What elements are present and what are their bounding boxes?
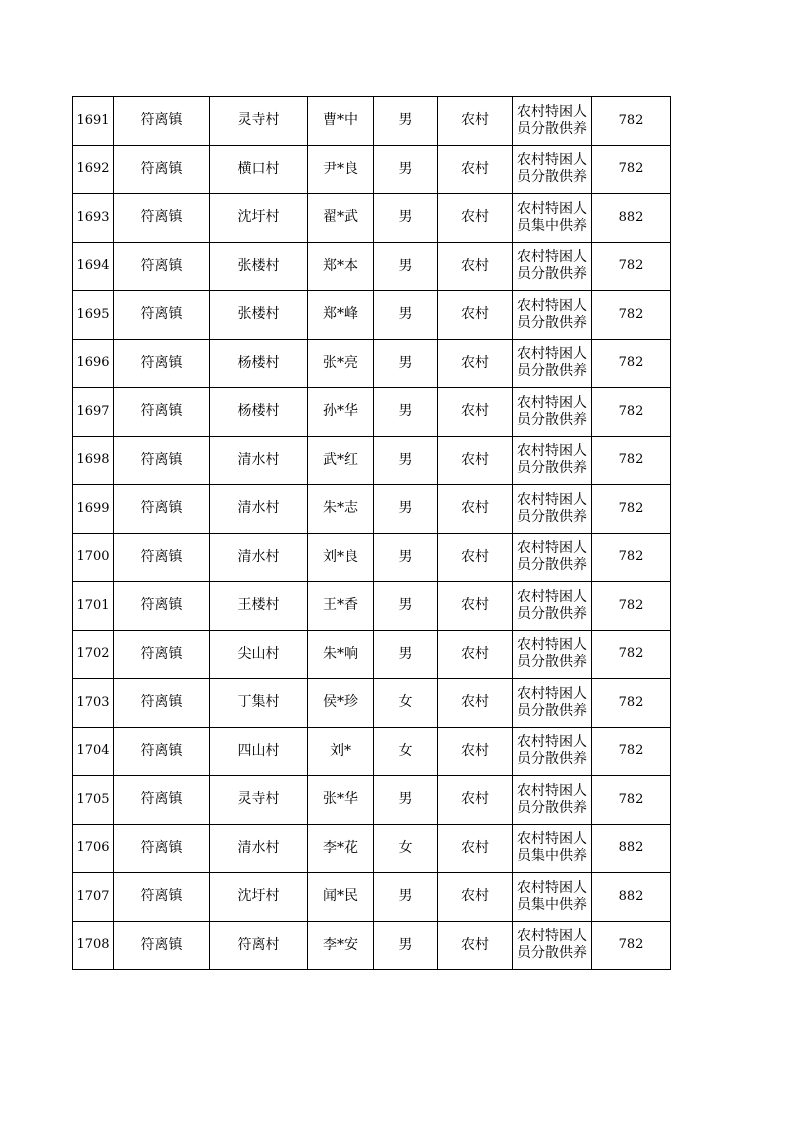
support-category-cell	[513, 388, 592, 437]
amount-cell: 782	[592, 145, 671, 194]
amount-cell: 782	[592, 776, 671, 825]
amount-cell: 782	[592, 679, 671, 728]
village-cell: 杨楼村	[210, 339, 308, 388]
amount-cell: 782	[592, 339, 671, 388]
area-type-cell: 农村	[438, 921, 513, 970]
person-name-cell: 尹*良	[308, 145, 374, 194]
person-name-cell: 孙*华	[308, 388, 374, 437]
person-name-cell: 李*安	[308, 921, 374, 970]
person-name-cell: 刘*良	[308, 533, 374, 582]
village-cell: 沈圩村	[210, 194, 308, 243]
support-category-line: 农村特困人	[517, 394, 587, 411]
person-name-cell: 李*花	[308, 824, 374, 873]
area-type-cell: 农村	[438, 388, 513, 437]
amount-cell: 782	[592, 485, 671, 534]
table-row	[73, 97, 671, 146]
support-category-cell	[513, 824, 592, 873]
row-number-cell: 1692	[73, 145, 114, 194]
row-number-cell: 1698	[73, 436, 114, 485]
gender-cell: 女	[374, 727, 438, 776]
support-category-cell	[513, 921, 592, 970]
area-type-cell: 农村	[438, 582, 513, 631]
area-type-cell: 农村	[438, 533, 513, 582]
support-category-line: 员分散供养	[517, 605, 587, 622]
amount-cell: 782	[592, 388, 671, 437]
person-name-cell: 武*红	[308, 436, 374, 485]
support-category-line: 员分散供养	[517, 266, 587, 283]
town-cell: 符离镇	[114, 727, 210, 776]
support-category-line: 员分散供养	[517, 557, 587, 574]
support-category-line: 农村特困人	[517, 637, 587, 654]
village-cell: 张楼村	[210, 291, 308, 340]
support-category-cell	[513, 679, 592, 728]
support-category-cell	[513, 485, 592, 534]
person-name-cell: 闻*民	[308, 873, 374, 922]
support-category-cell	[513, 97, 592, 146]
support-category-line: 农村特困人	[517, 734, 587, 751]
row-number-cell: 1705	[73, 776, 114, 825]
area-type-cell: 农村	[438, 97, 513, 146]
village-cell: 清水村	[210, 485, 308, 534]
area-type-cell: 农村	[438, 873, 513, 922]
table-row	[73, 824, 671, 873]
table-body	[73, 97, 671, 970]
beneficiary-table	[72, 96, 671, 970]
row-number-cell: 1700	[73, 533, 114, 582]
gender-cell: 男	[374, 194, 438, 243]
support-category-line: 农村特困人	[517, 152, 587, 169]
table-row	[73, 388, 671, 437]
town-cell: 符离镇	[114, 485, 210, 534]
gender-cell: 男	[374, 145, 438, 194]
amount-cell: 782	[592, 727, 671, 776]
town-cell: 符离镇	[114, 582, 210, 631]
row-number-cell: 1707	[73, 873, 114, 922]
support-category-line: 农村特困人	[517, 831, 587, 848]
support-category-line: 员分散供养	[517, 508, 587, 525]
support-category-cell	[513, 436, 592, 485]
area-type-cell: 农村	[438, 242, 513, 291]
village-cell: 灵寺村	[210, 97, 308, 146]
town-cell: 符离镇	[114, 776, 210, 825]
support-category-line: 员分散供养	[517, 120, 587, 137]
table-row	[73, 776, 671, 825]
support-category-line: 员分散供养	[517, 799, 587, 816]
gender-cell: 男	[374, 242, 438, 291]
gender-cell: 男	[374, 873, 438, 922]
town-cell: 符离镇	[114, 873, 210, 922]
amount-cell: 782	[592, 242, 671, 291]
table-row	[73, 679, 671, 728]
gender-cell: 男	[374, 776, 438, 825]
village-cell: 丁集村	[210, 679, 308, 728]
support-category-line: 农村特困人	[517, 297, 587, 314]
village-cell: 王楼村	[210, 582, 308, 631]
support-category-line: 农村特困人	[517, 491, 587, 508]
support-category-cell	[513, 727, 592, 776]
support-category-cell	[513, 145, 592, 194]
row-number-cell: 1695	[73, 291, 114, 340]
table-row	[73, 873, 671, 922]
area-type-cell: 农村	[438, 194, 513, 243]
area-type-cell: 农村	[438, 776, 513, 825]
person-name-cell: 刘*	[308, 727, 374, 776]
support-category-line: 员分散供养	[517, 314, 587, 331]
person-name-cell: 朱*响	[308, 630, 374, 679]
village-cell: 张楼村	[210, 242, 308, 291]
gender-cell: 男	[374, 921, 438, 970]
support-category-cell	[513, 582, 592, 631]
table-row	[73, 339, 671, 388]
village-cell: 清水村	[210, 533, 308, 582]
amount-cell: 782	[592, 436, 671, 485]
support-category-line: 员分散供养	[517, 411, 587, 428]
area-type-cell: 农村	[438, 339, 513, 388]
area-type-cell: 农村	[438, 679, 513, 728]
village-cell: 清水村	[210, 824, 308, 873]
town-cell: 符离镇	[114, 242, 210, 291]
area-type-cell: 农村	[438, 291, 513, 340]
person-name-cell: 郑*峰	[308, 291, 374, 340]
support-category-cell	[513, 339, 592, 388]
amount-cell: 782	[592, 630, 671, 679]
support-category-line: 员分散供养	[517, 702, 587, 719]
area-type-cell: 农村	[438, 485, 513, 534]
gender-cell: 男	[374, 436, 438, 485]
amount-cell: 782	[592, 291, 671, 340]
gender-cell: 女	[374, 824, 438, 873]
row-number-cell: 1708	[73, 921, 114, 970]
gender-cell: 男	[374, 97, 438, 146]
town-cell: 符离镇	[114, 436, 210, 485]
gender-cell: 男	[374, 533, 438, 582]
support-category-line: 员集中供养	[517, 896, 587, 913]
table-row	[73, 242, 671, 291]
amount-cell: 882	[592, 873, 671, 922]
area-type-cell: 农村	[438, 824, 513, 873]
town-cell: 符离镇	[114, 145, 210, 194]
row-number-cell: 1701	[73, 582, 114, 631]
support-category-line: 农村特困人	[517, 443, 587, 460]
support-category-line: 农村特困人	[517, 879, 587, 896]
village-cell: 杨楼村	[210, 388, 308, 437]
village-cell: 灵寺村	[210, 776, 308, 825]
table-row	[73, 630, 671, 679]
town-cell: 符离镇	[114, 533, 210, 582]
person-name-cell: 王*香	[308, 582, 374, 631]
town-cell: 符离镇	[114, 630, 210, 679]
person-name-cell: 郑*本	[308, 242, 374, 291]
town-cell: 符离镇	[114, 679, 210, 728]
table-row	[73, 485, 671, 534]
support-category-line: 员分散供养	[517, 751, 587, 768]
row-number-cell: 1702	[73, 630, 114, 679]
support-category-line: 农村特困人	[517, 346, 587, 363]
support-category-line: 农村特困人	[517, 200, 587, 217]
amount-cell: 782	[592, 921, 671, 970]
support-category-line: 农村特困人	[517, 540, 587, 557]
support-category-line: 农村特困人	[517, 685, 587, 702]
village-cell: 沈圩村	[210, 873, 308, 922]
town-cell: 符离镇	[114, 388, 210, 437]
row-number-cell: 1706	[73, 824, 114, 873]
support-category-cell	[513, 873, 592, 922]
amount-cell: 782	[592, 533, 671, 582]
gender-cell: 男	[374, 339, 438, 388]
support-category-line: 农村特困人	[517, 782, 587, 799]
table-row	[73, 194, 671, 243]
area-type-cell: 农村	[438, 436, 513, 485]
town-cell: 符离镇	[114, 291, 210, 340]
support-category-line: 员分散供养	[517, 945, 587, 962]
support-category-line: 农村特困人	[517, 588, 587, 605]
area-type-cell: 农村	[438, 145, 513, 194]
amount-cell: 782	[592, 97, 671, 146]
village-cell: 符离村	[210, 921, 308, 970]
row-number-cell: 1697	[73, 388, 114, 437]
village-cell: 四山村	[210, 727, 308, 776]
row-number-cell: 1693	[73, 194, 114, 243]
gender-cell: 男	[374, 630, 438, 679]
town-cell: 符离镇	[114, 921, 210, 970]
support-category-cell	[513, 630, 592, 679]
amount-cell: 882	[592, 824, 671, 873]
gender-cell: 男	[374, 388, 438, 437]
row-number-cell: 1691	[73, 97, 114, 146]
table-row	[73, 727, 671, 776]
town-cell: 符离镇	[114, 97, 210, 146]
person-name-cell: 曹*中	[308, 97, 374, 146]
table-row	[73, 582, 671, 631]
person-name-cell: 侯*珍	[308, 679, 374, 728]
row-number-cell: 1703	[73, 679, 114, 728]
village-cell: 横口村	[210, 145, 308, 194]
village-cell: 清水村	[210, 436, 308, 485]
area-type-cell: 农村	[438, 727, 513, 776]
person-name-cell: 张*亮	[308, 339, 374, 388]
support-category-cell	[513, 533, 592, 582]
support-category-cell	[513, 194, 592, 243]
table-row	[73, 921, 671, 970]
person-name-cell: 张*华	[308, 776, 374, 825]
support-category-line: 农村特困人	[517, 249, 587, 266]
village-cell: 尖山村	[210, 630, 308, 679]
support-category-line: 员集中供养	[517, 848, 587, 865]
support-category-cell	[513, 776, 592, 825]
table-row	[73, 145, 671, 194]
table-row	[73, 436, 671, 485]
person-name-cell: 朱*志	[308, 485, 374, 534]
gender-cell: 女	[374, 679, 438, 728]
row-number-cell: 1696	[73, 339, 114, 388]
town-cell: 符离镇	[114, 194, 210, 243]
table-row	[73, 291, 671, 340]
support-category-line: 员分散供养	[517, 363, 587, 380]
support-category-line: 员分散供养	[517, 169, 587, 186]
support-category-line: 员分散供养	[517, 460, 587, 477]
amount-cell: 882	[592, 194, 671, 243]
support-category-cell	[513, 291, 592, 340]
support-category-line: 农村特困人	[517, 928, 587, 945]
gender-cell: 男	[374, 582, 438, 631]
support-category-line: 员集中供养	[517, 217, 587, 234]
amount-cell: 782	[592, 582, 671, 631]
gender-cell: 男	[374, 291, 438, 340]
table-row	[73, 533, 671, 582]
support-category-cell	[513, 242, 592, 291]
area-type-cell: 农村	[438, 630, 513, 679]
gender-cell: 男	[374, 485, 438, 534]
row-number-cell: 1694	[73, 242, 114, 291]
row-number-cell: 1704	[73, 727, 114, 776]
town-cell: 符离镇	[114, 339, 210, 388]
town-cell: 符离镇	[114, 824, 210, 873]
support-category-line: 员分散供养	[517, 654, 587, 671]
person-name-cell: 翟*武	[308, 194, 374, 243]
row-number-cell: 1699	[73, 485, 114, 534]
support-category-line: 农村特困人	[517, 103, 587, 120]
